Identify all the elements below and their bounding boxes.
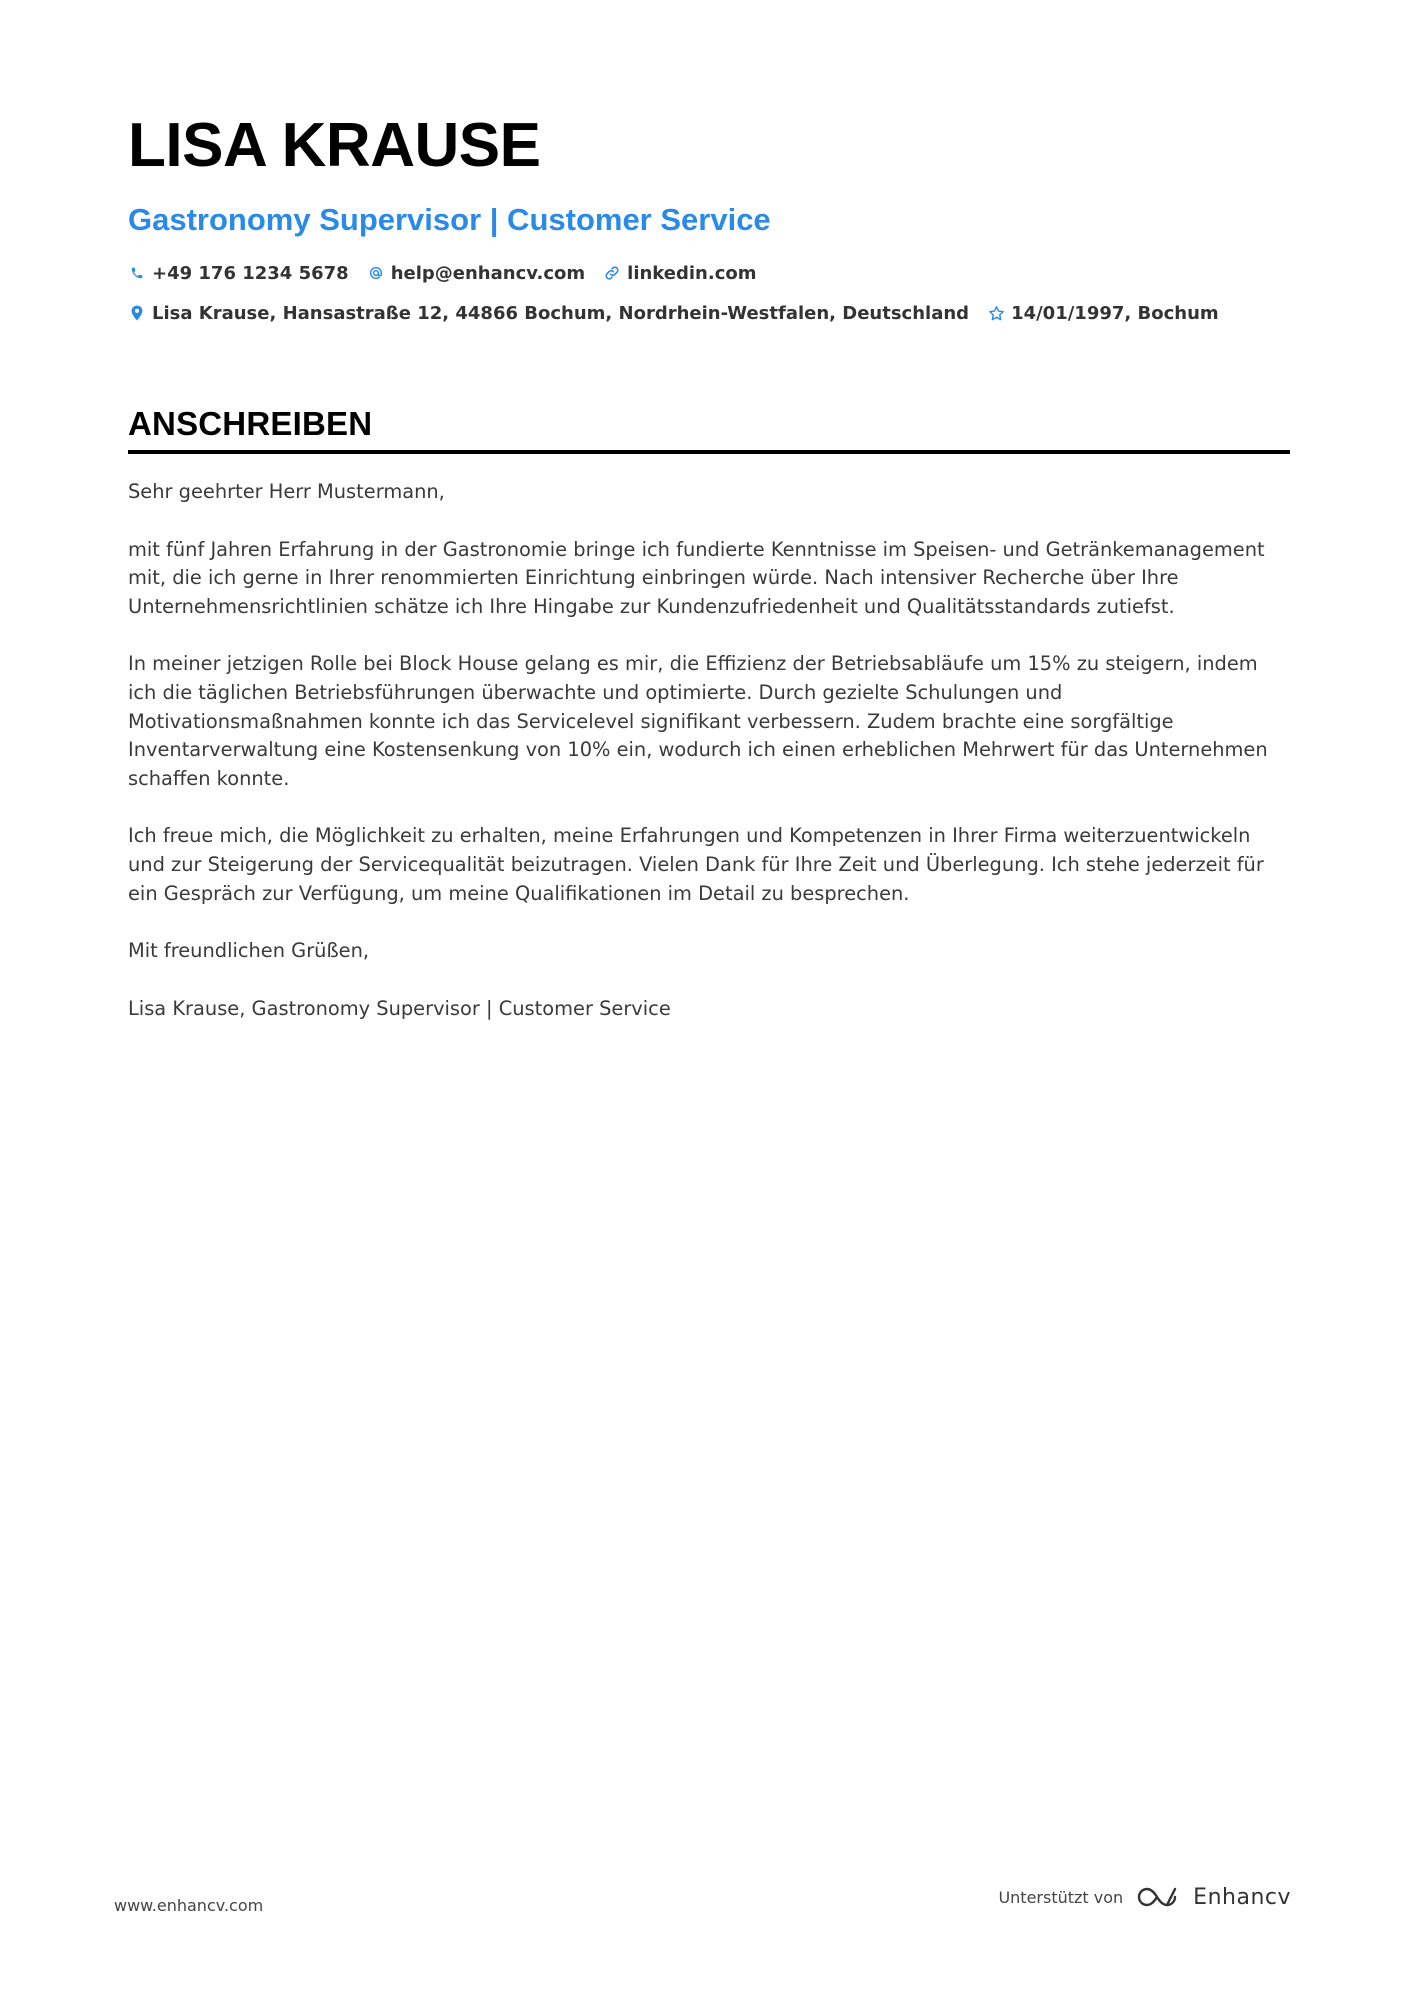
star-icon [987, 304, 1005, 322]
contact-address [128, 303, 969, 324]
letter-closing: Mit freundlichen Grüßen, [128, 939, 370, 963]
contact-linkedin[interactable] [603, 263, 756, 284]
contact-row-primary [128, 260, 1290, 286]
section-title: ANSCHREIBEN [128, 405, 373, 442]
letter-body [128, 478, 1288, 1023]
letter-salutation: Sehr geehrter Herr Mustermann, [128, 480, 445, 503]
email-text: help@enhancv.com [390, 262, 586, 284]
contact-birth [987, 303, 1219, 324]
letter-paragraph: Ich freue mich, die Möglichkeit zu erhalten, meine Erfahrungen und Kompetenzen in Ihrer Firma weiterzuentwickeln und zur Steigerung der Servicequalität beizutragen. Vielen Dank für Ihre Zeit und Überlegung. Ich stehe jederzeit für ein Gespräch zur Verfügung, um meine Qualifikationen im Detail zu besprechen. [128, 824, 1264, 905]
contact-email[interactable] [367, 263, 585, 284]
phone-text: +49 176 1234 5678 [152, 262, 349, 284]
cover-letter-page [128, 110, 1290, 1052]
letter-signature: Lisa Krause, Gastronomy Supervisor | Customer Service [128, 996, 671, 1020]
at-icon [367, 264, 385, 282]
contact-row-secondary [128, 300, 1290, 326]
job-title: Gastronomy Supervisor | Customer Service [128, 202, 771, 237]
location-pin-icon [128, 304, 146, 322]
phone-icon [128, 264, 146, 282]
birth-text: 14/01/1997, Bochum [1011, 302, 1219, 324]
letter-paragraph: mit fünf Jahren Erfahrung in der Gastronomie bringe ich fundierte Kenntnisse im Speisen- und Getränkemanagement mit, die ich gerne in Ihrer renommierten Einrichtung einbringen würde. Nach intensiver Recherche über Ihre Unternehmensrichtlinien schätze ich Ihre Hingabe zur Kundenzufriedenheit und Qualitätsstandards zutiefst. [128, 537, 1265, 618]
brand-name: Enhancv [1193, 1884, 1291, 1910]
letter-paragraph: In meiner jetzigen Rolle bei Block House gelang es mir, die Effizienz der Betriebsabläufe um 15% zu steigern, indem ich die täglichen Betriebsführungen überwachte und optimierte. Durch gezielte Schulungen und Motivationsmaßnahmen konnte ich das Servicelevel signifikant verbessern. Zudem brachte eine sorgfältige Inventarverwaltung eine Kostensenkung von 10% ein, wodurch ich einen erheblichen Mehrwert für das Unternehmen schaffen konnte. [128, 652, 1268, 790]
section-divider [128, 450, 1290, 454]
contact-phone [128, 263, 349, 284]
enhancv-logo-icon [1135, 1884, 1181, 1910]
footer-branding [998, 1884, 1291, 1910]
address-text: Lisa Krause, Hansastraße 12, 44866 Bochum, Nordrhein-Westfalen, Deutschland [152, 302, 970, 324]
linkedin-text: linkedin.com [627, 262, 757, 284]
link-icon [603, 264, 621, 282]
applicant-name: LISA KRAUSE [128, 111, 541, 180]
powered-by-text: Unterstützt von [998, 1887, 1124, 1907]
footer-website[interactable]: www.enhancv.com [114, 1896, 264, 1915]
